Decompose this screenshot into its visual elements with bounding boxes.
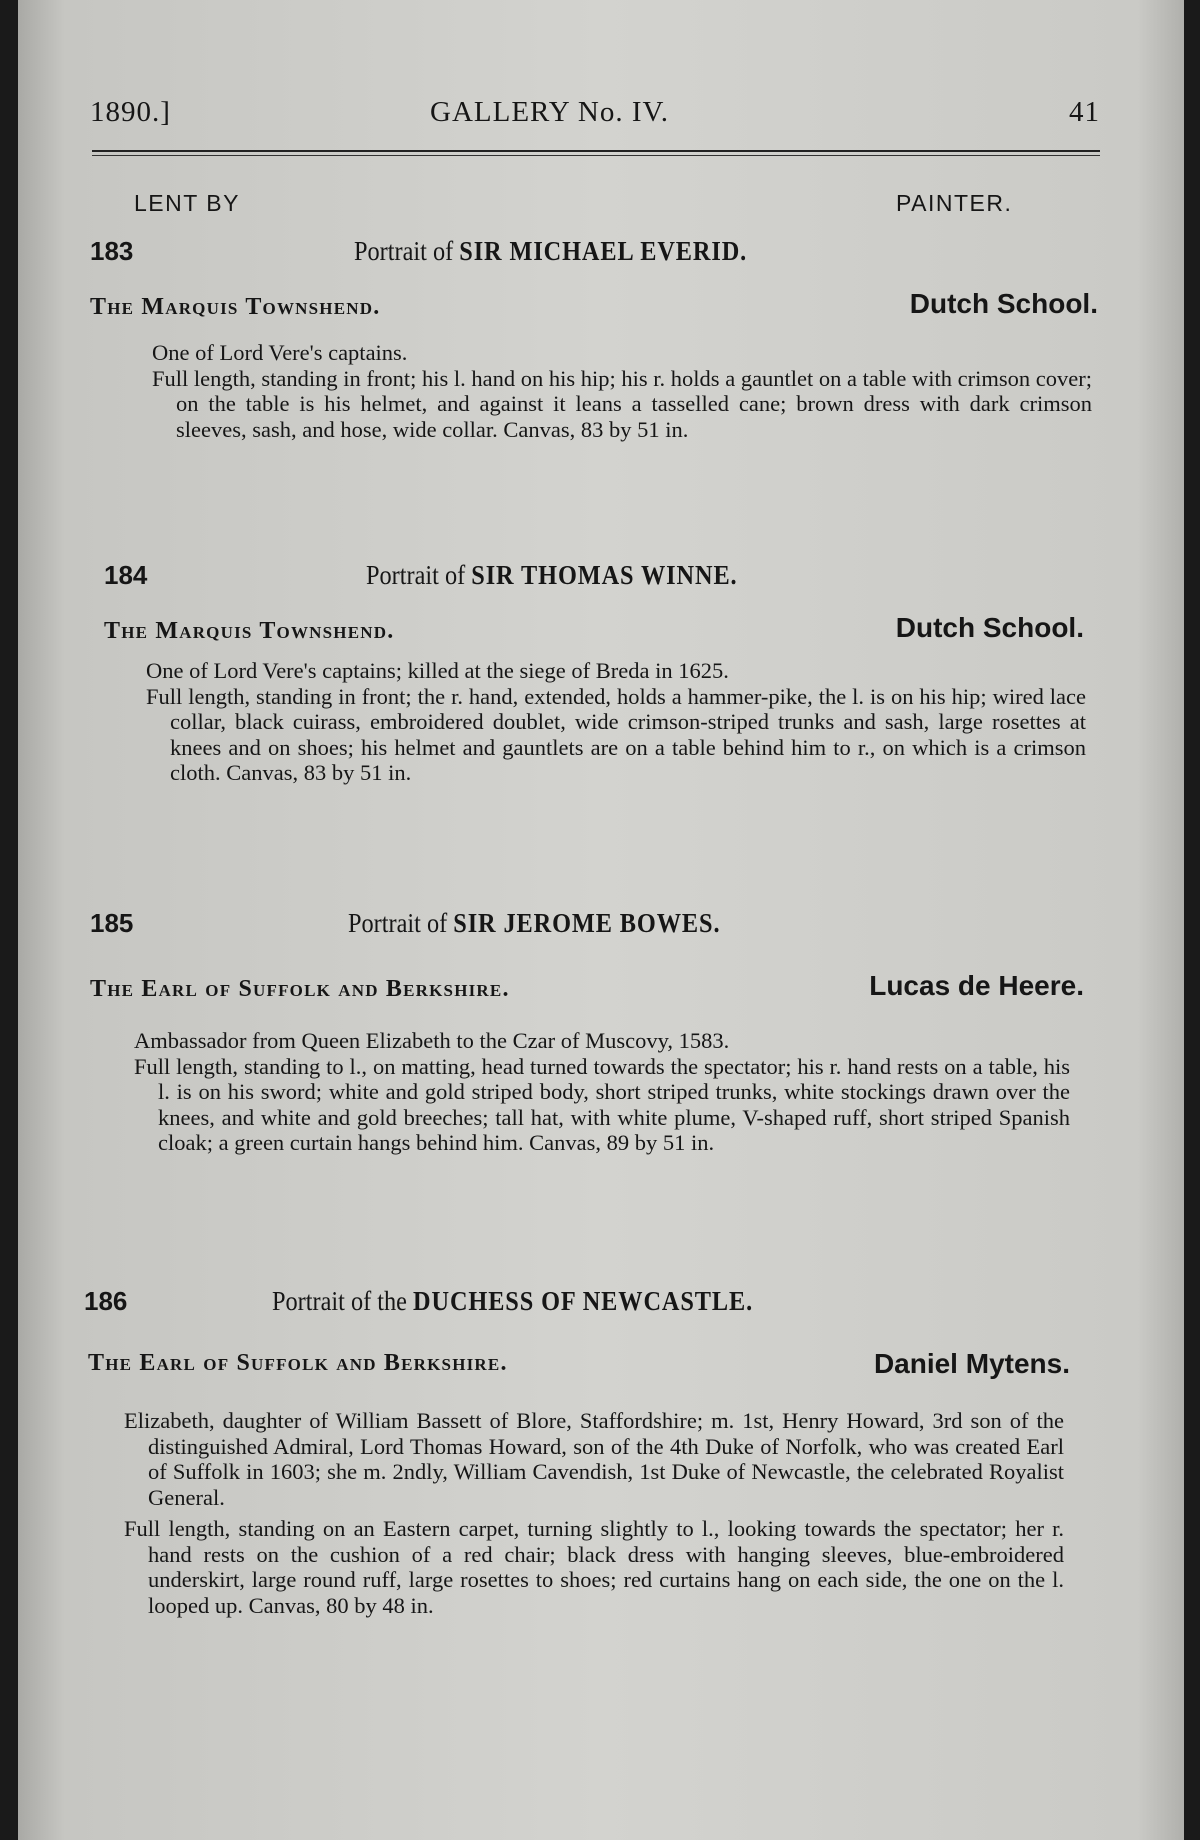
portrait-subject: SIR JEROME BOWES.	[453, 908, 721, 938]
entry-note: Elizabeth, daughter of William Bassett of Blore, Staffordshire; m. 1st, Henry Howard, 3rd son of the distinguished Admiral, Lord Thomas Howard, son of the 4th Duke of Norfolk, who was created Earl of Suffolk in 1603; she m. 2ndly, William Cavendish, 1st Duke of Newcastle, the celebrated Royalist General.	[124, 1408, 1064, 1510]
column-heading-lent-by: LENT BY	[134, 190, 240, 216]
painter-name: Lucas de Heere.	[869, 970, 1084, 1001]
entry-note: One of Lord Vere's captains.	[152, 340, 408, 365]
page-number: 41	[1069, 96, 1100, 128]
entry-note: Ambassador from Queen Elizabeth to the Czar of Muscovy, 1583.	[134, 1028, 730, 1053]
title-prefix: Portrait of	[366, 560, 466, 590]
entry-description: Full length, standing in front; the r. hand, extended, holds a hammer-pike, the l. is on his hip; wired lace collar, black cuirass, embroidered doublet, wide crimson-striped trunks and sash, large rosettes at knees and on shoes; his helmet and gauntlets are on a table behind him to r., on which is a crimson cloth. Canvas, 83 by 51 in.	[146, 683, 1086, 785]
entry-text	[124, 1408, 1064, 1618]
entry-text	[134, 1028, 1070, 1156]
entry-number: 186	[84, 1286, 128, 1316]
header-rule	[92, 150, 1100, 152]
entry-title	[348, 908, 720, 939]
header-rule-thin	[92, 155, 1100, 156]
entry-description: Full length, standing in front; his l. hand on his hip; his r. holds a gauntlet on a table with crimson cover; on the table is his helmet, and against it leans a tasselled cane; brown dress with dark crimson sleeves, sash, and hose, wide collar. Canvas, 83 by 51 in.	[152, 365, 1092, 442]
lender-name: The Marquis Townshend.	[104, 618, 395, 644]
entry-description: Full length, standing to l., on matting, head turned towards the spectator; his r. hand rests on a table, his l. is on his sword; white and gold striped body, short striped trunks, white stockings drawn over the knees, and white and gold breeches; tall hat, with white plume, V-shaped ruff, short striped Spanish cloak; a green curtain hangs behind him. Canvas, 89 by 51 in.	[134, 1053, 1070, 1155]
lender-name: The Earl of Suffolk and Berkshire.	[90, 976, 510, 1002]
entry-title	[272, 1286, 753, 1317]
title-prefix: Portrait of the	[272, 1286, 407, 1316]
running-head	[90, 96, 1100, 136]
lender-name: The Earl of Suffolk and Berkshire.	[88, 1350, 508, 1376]
title-prefix: Portrait of	[348, 908, 448, 938]
entry-text	[152, 340, 1092, 442]
entry-number: 184	[104, 560, 148, 590]
entry-number: 185	[90, 908, 134, 938]
entry-number: 183	[90, 236, 134, 266]
portrait-subject: SIR THOMAS WINNE.	[471, 560, 738, 590]
painter-name: Dutch School.	[909, 288, 1098, 319]
painter-name: Dutch School.	[895, 612, 1084, 643]
entry-note: One of Lord Vere's captains; killed at the siege of Breda in 1625.	[146, 658, 729, 683]
title-prefix: Portrait of	[354, 236, 454, 266]
entry-title	[354, 236, 747, 267]
book-page	[18, 0, 1184, 1840]
entry-description: Full length, standing on an Eastern carpet, turning slightly to l., looking towards the spectator; her r. hand rests on the cushion of a red chair; black dress with hanging sleeves, blue-embroidered underskirt, large round ruff, large rosettes to shoes; red curtains hang on each side, the one on the l. looped up. Canvas, 80 by 48 in.	[124, 1516, 1064, 1618]
lender-name: The Marquis Townshend.	[90, 294, 381, 320]
header-title: GALLERY No. IV.	[430, 96, 669, 128]
painter-name: Daniel Mytens.	[873, 1348, 1070, 1379]
entry-title	[366, 560, 738, 591]
portrait-subject: DUCHESS OF NEWCASTLE.	[413, 1286, 754, 1316]
header-year: 1890.]	[90, 96, 171, 128]
entry-text	[146, 658, 1086, 786]
column-heading-painter: PAINTER.	[896, 190, 1013, 216]
portrait-subject: SIR MICHAEL EVERID.	[459, 236, 748, 266]
